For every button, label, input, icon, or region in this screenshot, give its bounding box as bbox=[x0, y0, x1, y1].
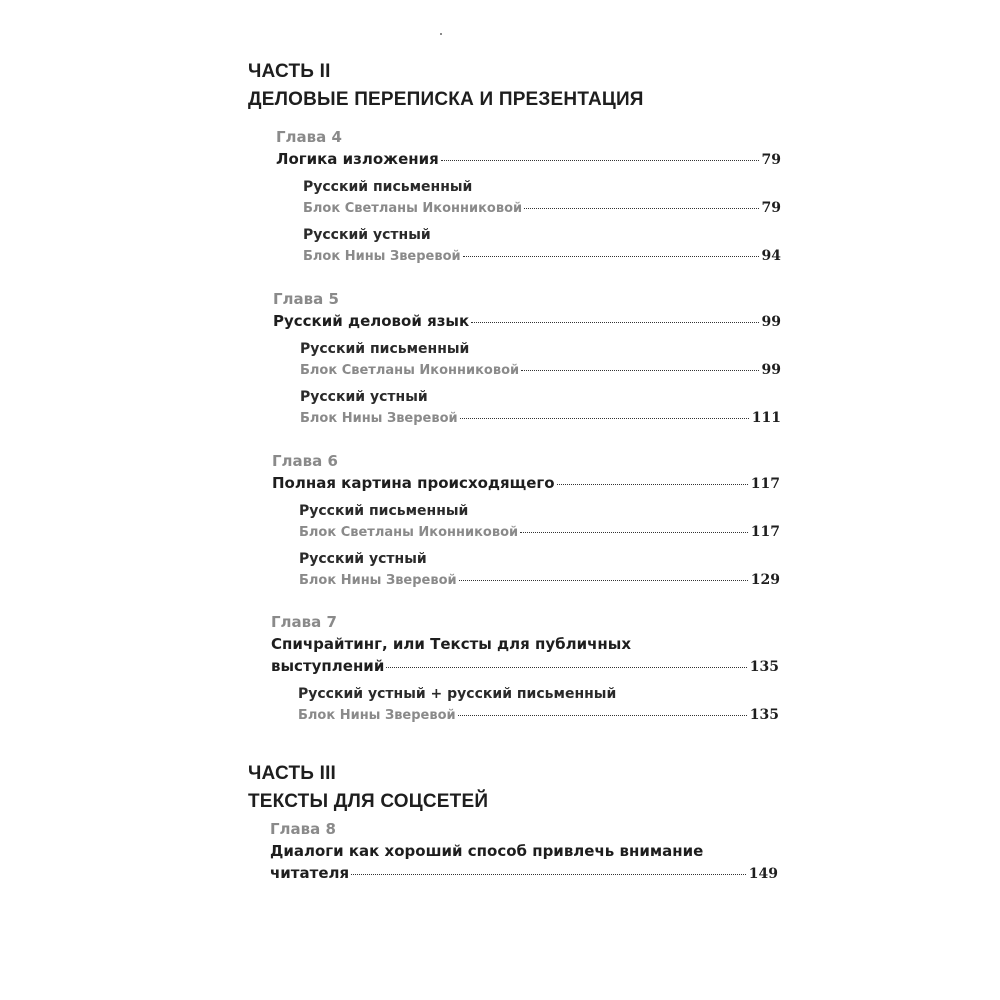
chapter-title-entry[interactable] bbox=[272, 472, 780, 495]
chapter-label: Глава 5 bbox=[273, 290, 339, 308]
part-number: ЧАСТЬ III bbox=[248, 763, 337, 784]
section-author-entry[interactable] bbox=[299, 570, 780, 591]
chapter-title: Полная картина происходящего bbox=[272, 474, 555, 492]
dot-leader bbox=[521, 370, 758, 371]
section-block bbox=[300, 387, 781, 429]
page-number: 117 bbox=[750, 524, 780, 540]
chapter-title: читателя bbox=[270, 864, 350, 882]
dot-leader bbox=[524, 208, 758, 209]
dot-leader bbox=[459, 580, 748, 581]
chapter-block bbox=[272, 450, 780, 591]
section-author-entry[interactable] bbox=[298, 705, 779, 726]
chapter-label: Глава 8 bbox=[270, 820, 336, 838]
dot-leader bbox=[460, 418, 749, 419]
part-heading bbox=[248, 58, 668, 114]
section-title: Русский письменный bbox=[303, 179, 473, 195]
dot-leader bbox=[557, 484, 748, 485]
section-author-entry[interactable] bbox=[303, 246, 781, 267]
section-block bbox=[303, 225, 781, 267]
section-title: Русский устный bbox=[303, 227, 431, 243]
chapter-title-entry[interactable] bbox=[270, 862, 778, 885]
section-author-entry[interactable] bbox=[300, 408, 781, 429]
section-author-entry[interactable] bbox=[300, 360, 781, 381]
chapter-title-entry[interactable] bbox=[271, 655, 779, 678]
page-number: 79 bbox=[761, 152, 781, 168]
part-name: ДЕЛОВЫЕ ПЕРЕПИСКА И ПРЕЗЕНТАЦИЯ bbox=[248, 89, 644, 110]
page-number: 99 bbox=[761, 362, 781, 378]
chapter-block bbox=[270, 818, 778, 885]
dot-leader bbox=[463, 256, 759, 257]
section-block bbox=[300, 339, 781, 381]
dot-leader bbox=[520, 532, 748, 533]
dot-leader bbox=[471, 322, 758, 323]
section-author-entry[interactable] bbox=[303, 198, 781, 219]
page-number: 135 bbox=[749, 659, 779, 675]
page-number: 94 bbox=[761, 248, 781, 264]
chapter-title-line: Спичрайтинг, или Тексты для публичных bbox=[271, 635, 632, 653]
section-block bbox=[299, 501, 780, 543]
section-block bbox=[298, 684, 779, 726]
chapter-label: Глава 7 bbox=[271, 613, 337, 631]
page-number: 117 bbox=[750, 476, 780, 492]
page-number: 129 bbox=[750, 572, 780, 588]
section-title: Русский устный + русский письменный bbox=[298, 686, 617, 702]
section-author: Блок Светланы Иконниковой bbox=[303, 201, 523, 216]
part-number: ЧАСТЬ II bbox=[248, 61, 331, 82]
chapter-title-line: Диалоги как хороший способ привлечь внимание bbox=[270, 842, 704, 860]
chapter-block bbox=[273, 288, 781, 429]
chapter-title: Логика изложения bbox=[276, 150, 439, 168]
section-block bbox=[303, 177, 781, 219]
chapter-label: Глава 6 bbox=[272, 452, 338, 470]
section-author-entry[interactable] bbox=[299, 522, 780, 543]
page-number: 111 bbox=[751, 410, 781, 426]
section-author: Блок Нины Зверевой bbox=[299, 573, 457, 588]
dot-leader bbox=[441, 160, 759, 161]
section-title: Русский письменный bbox=[300, 341, 470, 357]
section-author: Блок Нины Зверевой bbox=[300, 411, 458, 426]
page-number: 99 bbox=[761, 314, 781, 330]
chapter-label: Глава 4 bbox=[276, 128, 342, 146]
dot-leader bbox=[386, 667, 746, 668]
section-author: Блок Нины Зверевой bbox=[298, 708, 456, 723]
section-block bbox=[299, 549, 780, 591]
chapter-title-entry[interactable] bbox=[276, 148, 781, 171]
part-name: ТЕКСТЫ ДЛЯ СОЦСЕТЕЙ bbox=[248, 791, 489, 812]
chapter-title: Русский деловой язык bbox=[273, 312, 470, 330]
dot-leader bbox=[351, 874, 746, 875]
chapter-title: выступлений bbox=[271, 657, 385, 675]
page-number: 135 bbox=[749, 707, 779, 723]
chapter-block bbox=[271, 611, 779, 726]
section-author: Блок Светланы Иконниковой bbox=[299, 525, 519, 540]
section-title: Русский письменный bbox=[299, 503, 469, 519]
page-number: 149 bbox=[748, 866, 778, 882]
dot-leader bbox=[458, 715, 747, 716]
section-title: Русский устный bbox=[300, 389, 428, 405]
chapter-title-entry[interactable] bbox=[273, 310, 781, 333]
print-speck bbox=[440, 33, 442, 35]
section-author: Блок Светланы Иконниковой bbox=[300, 363, 520, 378]
section-author: Блок Нины Зверевой bbox=[303, 249, 461, 264]
chapter-block bbox=[276, 126, 781, 267]
section-title: Русский устный bbox=[299, 551, 427, 567]
part-heading bbox=[248, 760, 668, 816]
page-number: 79 bbox=[761, 200, 781, 216]
